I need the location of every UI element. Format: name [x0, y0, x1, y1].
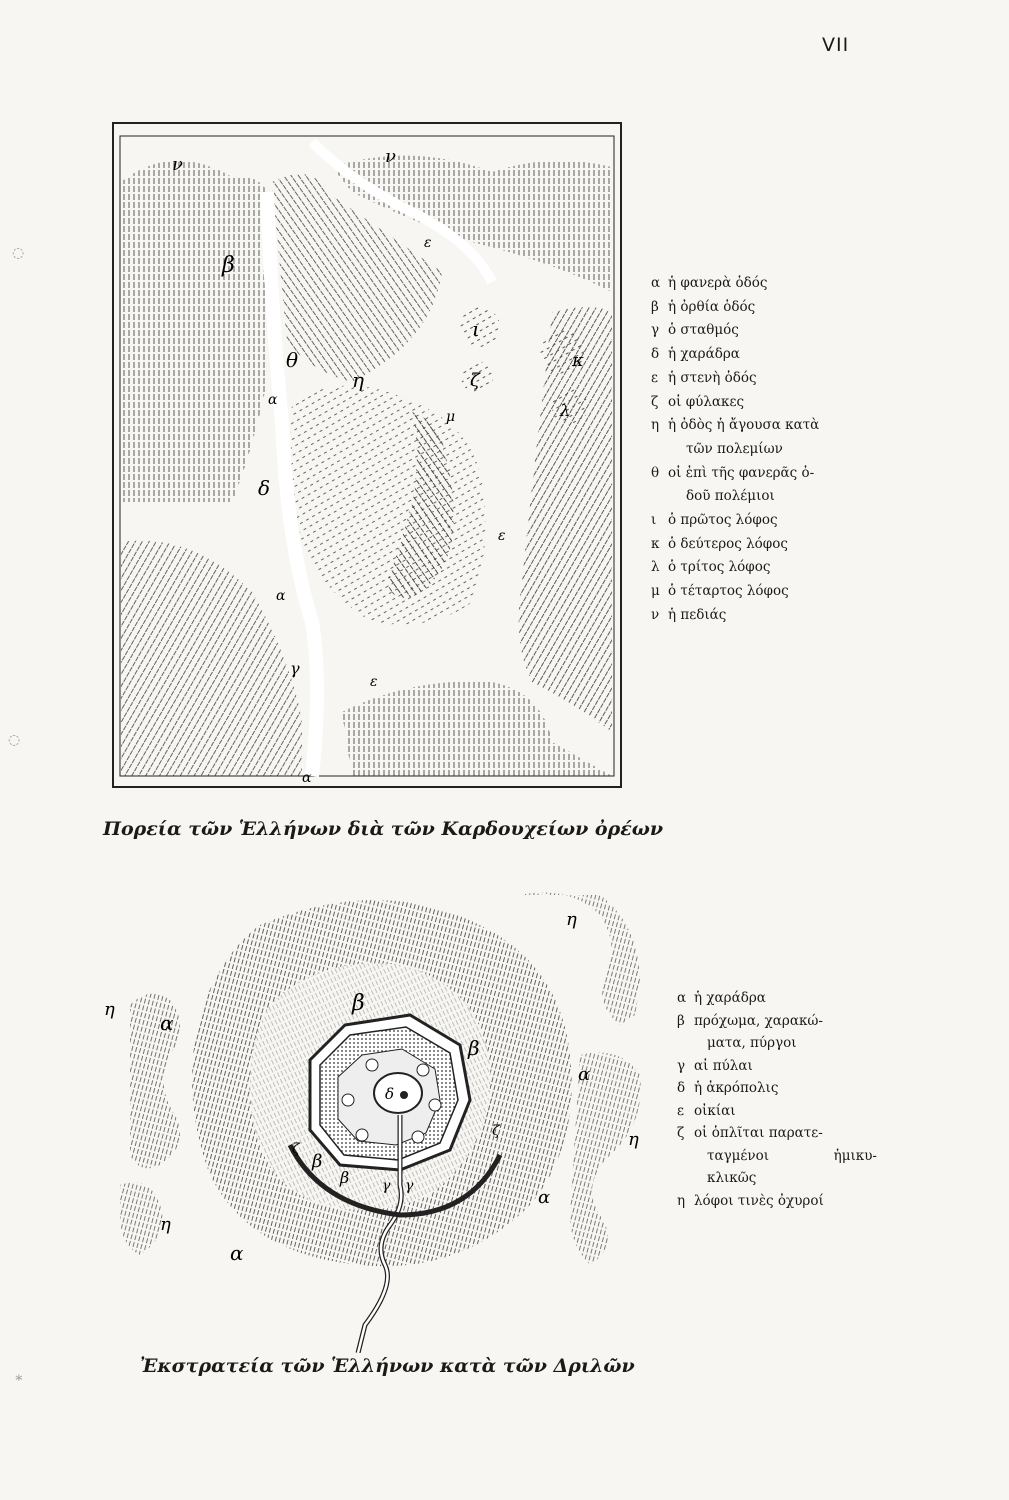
label-iota: ι [472, 317, 480, 341]
label-eta: η [104, 999, 115, 1020]
label-nu: ν [172, 154, 183, 175]
label-alpha: α [538, 1187, 551, 1208]
label-beta: β [340, 1168, 350, 1187]
legend-item: ε οἰκίαι [677, 1102, 736, 1119]
legend-item: κ ὁ δεύτερος λόφος [651, 535, 788, 552]
label-alpha: α [578, 1064, 591, 1085]
label-eta: η [160, 1214, 171, 1235]
legend-item: μ ὁ τέταρτος λόφος [651, 583, 789, 600]
legend-item: η ἡ ὁδὸς ἡ ἄγουσα κατὰ [651, 417, 820, 434]
margin-stain: ∗ [14, 1370, 24, 1386]
map1-legend [651, 272, 891, 628]
map-kardouchian-mountains [112, 122, 624, 790]
legend-item-continued: ταγμένοι ἡμικυ- [707, 1147, 877, 1164]
legend-item: ε ἡ στενὴ ὁδός [651, 369, 757, 386]
legend-item: η λόφοι τινὲς ὀχυροί [677, 1192, 824, 1209]
legend-item: ν ἡ πεδιάς [651, 606, 727, 623]
legend-item: λ ὁ τρίτος λόφος [651, 559, 771, 576]
label-kappa: κ [572, 350, 584, 371]
label-alpha: α [268, 392, 278, 408]
legend-item: ι ὁ πρῶτος λόφος [651, 512, 778, 529]
label-mu: μ [446, 409, 456, 425]
label-zeta: ζ [492, 1123, 500, 1139]
legend-item: δ ἡ χαράδρα [651, 346, 740, 363]
label-eta: η [352, 368, 364, 392]
label-lambda: λ [560, 401, 571, 420]
label-alpha: α [230, 1241, 244, 1265]
label-beta: β [312, 1151, 323, 1172]
legend-item: ζ οἱ φύλακες [651, 393, 745, 410]
label-beta: β [222, 253, 235, 278]
legend-item: β πρόχωμα, χαρακώ- [677, 1012, 823, 1029]
margin-stain: ◌ [8, 732, 21, 748]
label-nu: ν [385, 146, 396, 167]
legend-item: α ἡ χαράδρα [677, 990, 766, 1006]
legend-item: γ αἱ πύλαι [677, 1057, 753, 1074]
label-alpha: α [160, 1011, 174, 1035]
label-alpha: α [276, 588, 286, 604]
map1-caption: Πορεία τῶν Ἑλλήνων διὰ τῶν Καρδουχείων ὀρέων [103, 818, 664, 840]
label-epsilon: ε [498, 528, 506, 544]
legend-item: ζ οἱ ὁπλῖται παρατε- [677, 1125, 823, 1141]
label-gamma: γ [382, 1178, 391, 1194]
label-eta: η [628, 1129, 639, 1150]
legend-item-continued: τῶν πολεμίων [686, 440, 783, 457]
map2-legend [677, 987, 877, 1212]
label-alpha: α [302, 770, 312, 786]
margin-stain: ◌ [12, 245, 25, 261]
label-gamma: γ [290, 659, 300, 678]
legend-item: θ οἱ ἐπὶ τῆς φανερᾶς ὁ- [651, 464, 815, 481]
label-beta: β [468, 1036, 480, 1060]
label-zeta: ζ [470, 370, 480, 391]
map2-caption: Ἐκστρατεία τῶν Ἑλλήνων κατὰ τῶν Δριλῶν [140, 1355, 635, 1377]
label-epsilon: ε [424, 235, 432, 251]
legend-item: δ ἡ ἀκρόπολις [677, 1080, 779, 1096]
label-zeta: ζ [292, 1141, 300, 1157]
map-drilae-expedition [100, 885, 660, 1353]
legend-item-continued: ματα, πύργοι [707, 1035, 797, 1051]
label-delta: δ [385, 1085, 395, 1103]
label-beta: β [352, 991, 365, 1016]
legend-item-continued: δοῦ πολέμιοι [686, 488, 775, 505]
legend-item: β ἡ ὀρθία ὁδός [651, 298, 756, 315]
label-theta: θ [286, 348, 299, 372]
legend-item: α ἡ φανερὰ ὁδός [651, 275, 768, 291]
page-number: VII [822, 34, 850, 56]
label-eta: η [566, 909, 577, 930]
legend-item-continued: κλικῶς [707, 1170, 757, 1186]
legend-item: γ ὁ σταθμός [651, 322, 739, 339]
label-epsilon: ε [370, 674, 378, 690]
label-gamma: γ [405, 1178, 414, 1194]
label-delta: δ [258, 476, 271, 500]
